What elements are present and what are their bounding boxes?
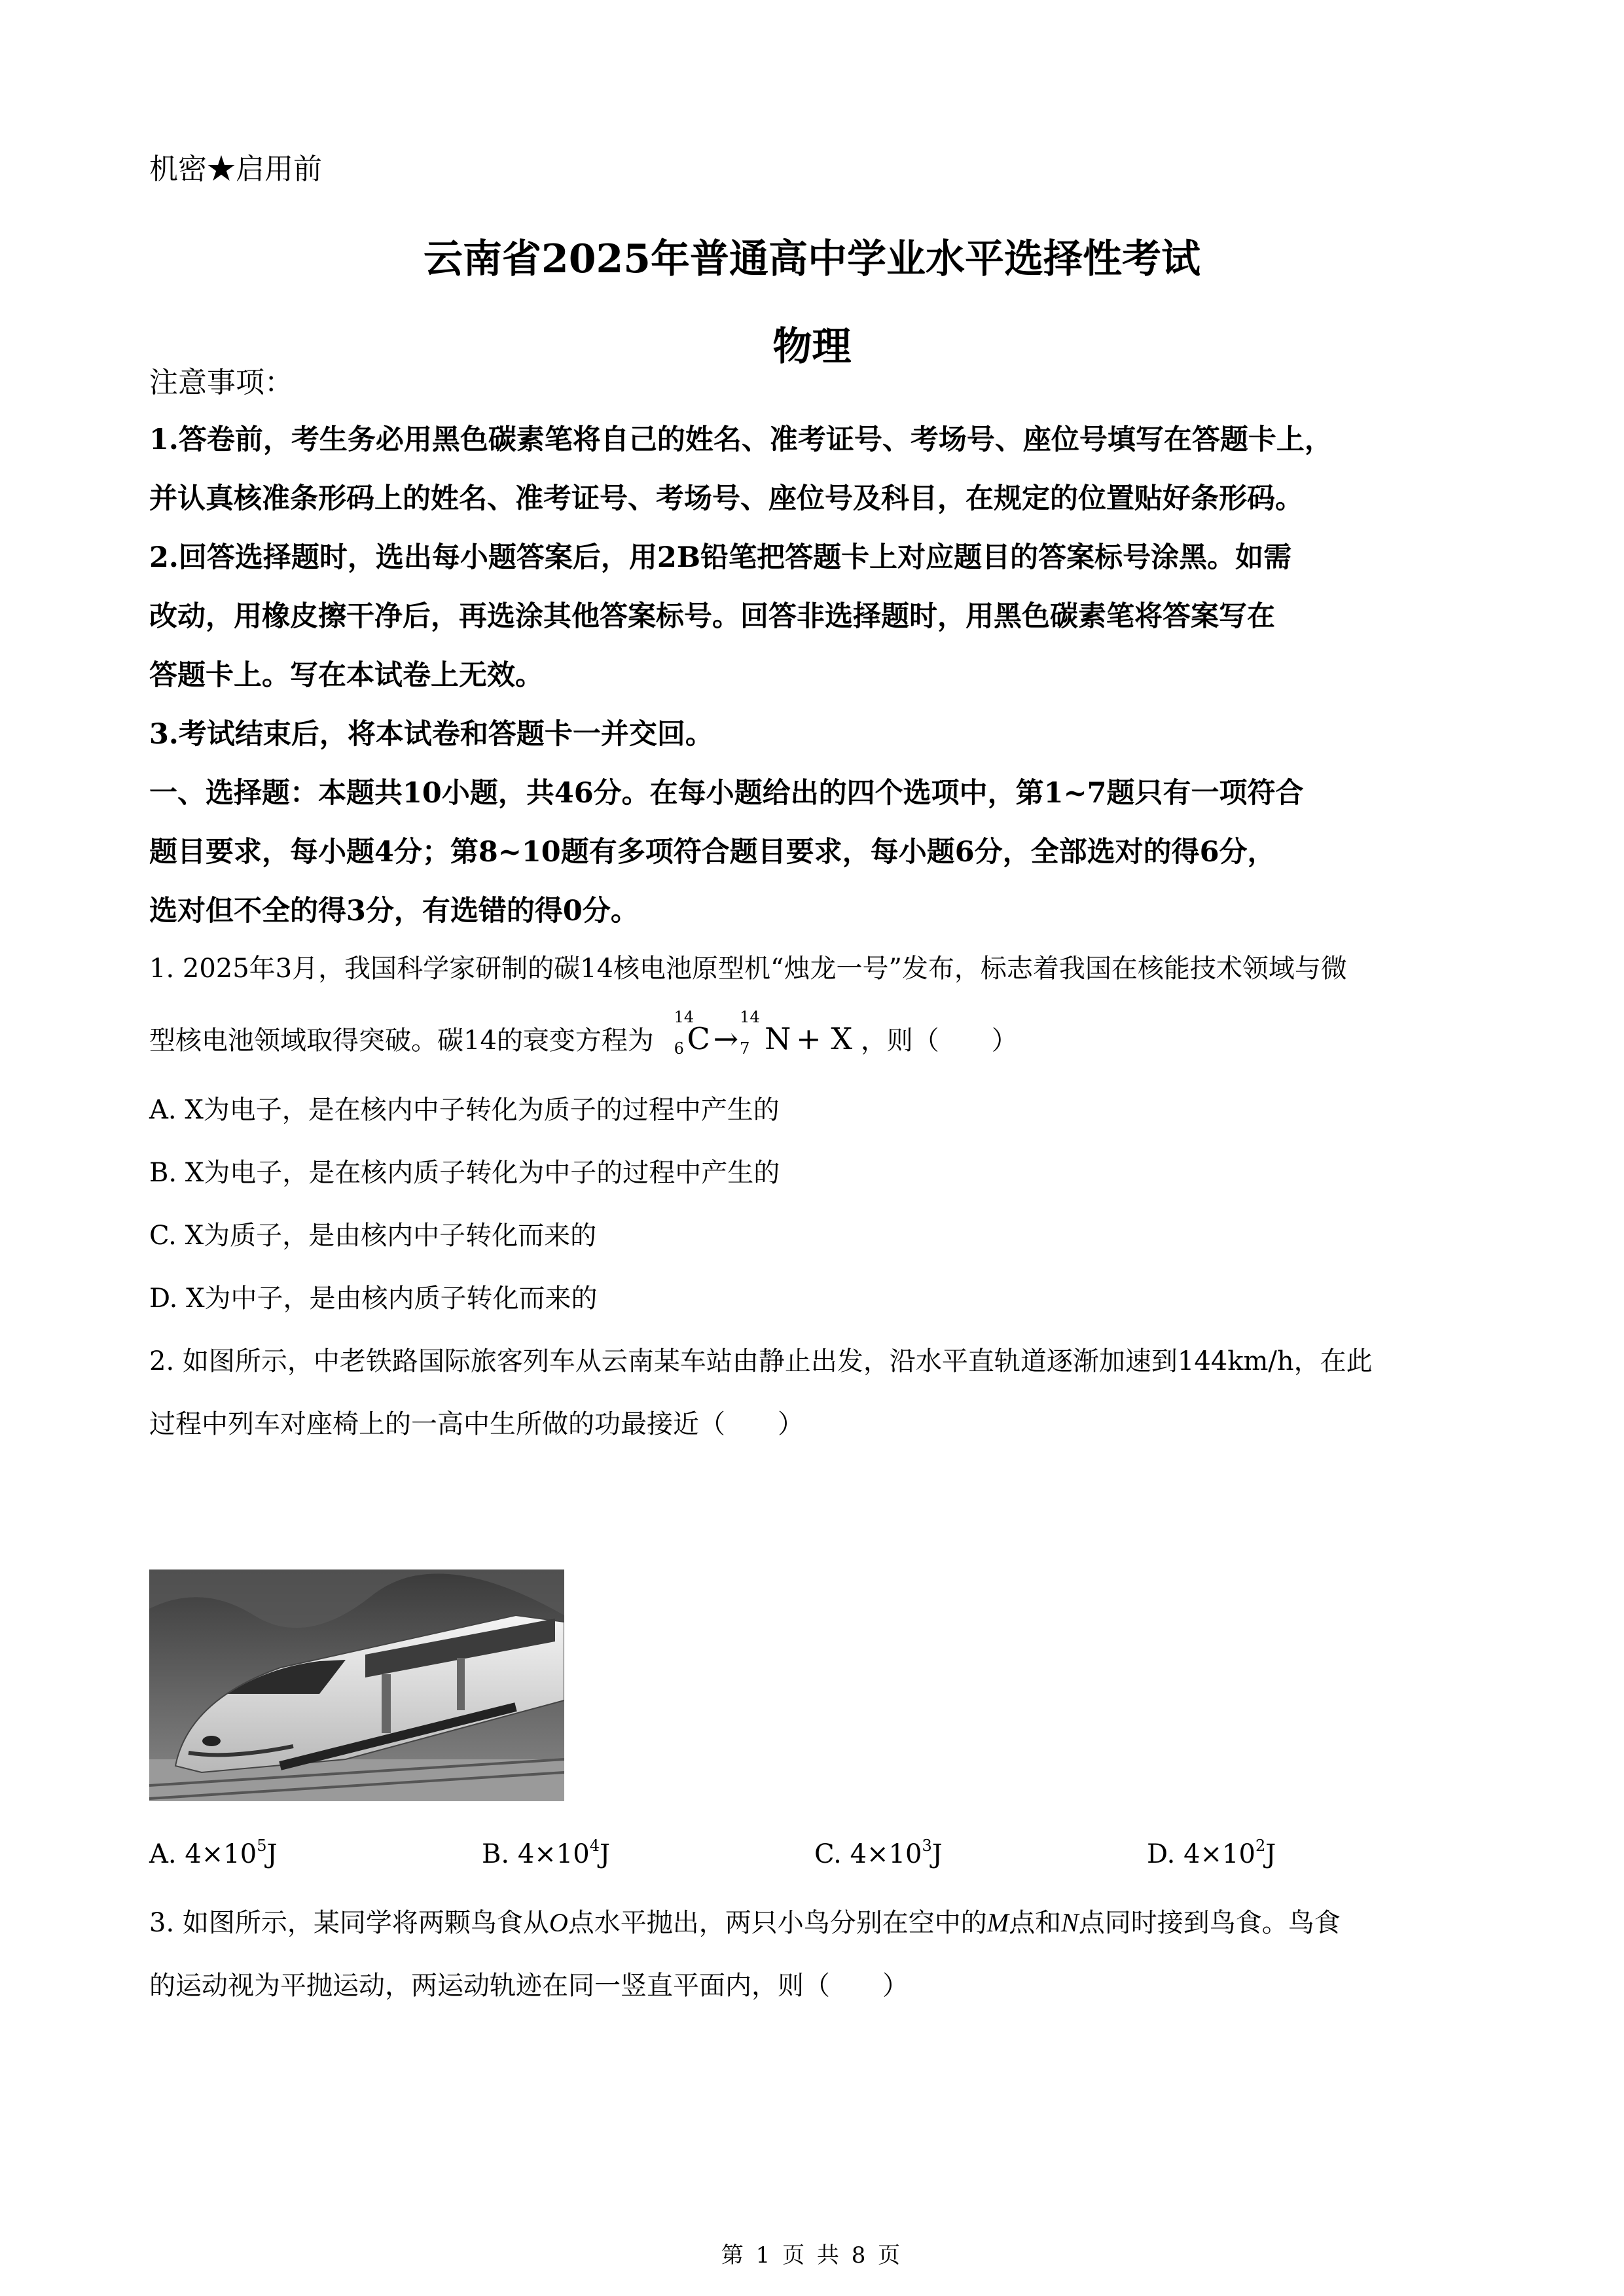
train-photo <box>149 1570 564 1801</box>
q2-option-d: D. $4\times 10^2J$ <box>1147 1837 1276 1869</box>
notes-line: 1.答卷前，考生务必用黑色碳素笔将自己的姓名、准考证号、考场号、座位号填写在答题卡上， <box>149 423 1333 456</box>
n-charge: 7 <box>740 1039 750 1058</box>
q3-stem-line2: 的运动视为平抛运动，两运动轨迹在同一竖直平面内，则（ ） <box>149 1971 909 2001</box>
decay-equation <box>662 1008 853 1058</box>
c-symbol: C <box>687 1021 710 1056</box>
notes-line: 并认真核准条形码上的姓名、准考证号、考场号、座位号及科目，在规定的位置贴好条形码。 <box>149 482 1303 515</box>
exam-title: 云南省2025年普通高中学业水平选择性考试 <box>424 236 1200 282</box>
q2-stem-line2: 过程中列车对座椅上的一高中生所做的功最接近（ ） <box>149 1409 804 1439</box>
q2-stem: 2. 如图所示，中老铁路国际旅客列车从云南某车站由静止出发，沿水平直轨道逐渐加速到144km/h，在此 <box>149 1346 1373 1376</box>
q1-stem-line2 <box>149 1008 1018 1058</box>
c-mass: 14 <box>674 1008 695 1026</box>
q1-stem-post: ，则（ ） <box>860 1026 1018 1056</box>
q1-option-b: B. X为电子，是在核内质子转化为中子的过程中产生的 <box>149 1158 780 1188</box>
plus-x: + X <box>796 1021 853 1056</box>
q1-option-c: C. X为质子，是由核内中子转化而来的 <box>149 1221 597 1251</box>
n-mass: 14 <box>740 1008 760 1026</box>
section-instructions: 选对但不全的得3分，有选错的得0分。 <box>149 895 639 927</box>
q2-option-b: B. $4\times 10^4J$ <box>482 1837 611 1869</box>
notes-line: 答题卡上。写在本试卷上无效。 <box>149 659 543 692</box>
c-charge: 6 <box>674 1039 684 1058</box>
notes-line: 2.回答选择题时，选出每小题答案后，用2B铅笔把答题卡上对应题目的答案标号涂黑。如需 <box>149 541 1292 574</box>
q2-option-c: C. $4\times 10^3J$ <box>814 1837 943 1869</box>
secret-mark: 机密★启用前 <box>149 152 322 186</box>
page-footer: 第 1 页 共 8 页 <box>721 2242 903 2269</box>
point-n: N <box>1061 1908 1079 1937</box>
notes-heading: 注意事项： <box>149 366 293 399</box>
arrow: → <box>713 1021 739 1056</box>
q1-stem-pre: 型核电池领域取得突破。碳14的衰变方程为 <box>149 1026 654 1056</box>
point-m: M <box>986 1908 1009 1937</box>
q3-stem: 3. 如图所示，某同学将两颗鸟食从O点水平抛出，两只小鸟分别在空中的M点和N点同时接到鸟食。鸟食 <box>149 1908 1341 1938</box>
q1-option-d: D. X为中子，是由核内质子转化而来的 <box>149 1283 598 1314</box>
q2-option-a: A. $4\times 10^5J$ <box>149 1837 278 1869</box>
subject-title: 物理 <box>772 324 852 370</box>
notes-line: 改动，用橡皮擦干净后，再选涂其他答案标号。回答非选择题时，用黑色碳素笔将答案写在 <box>149 600 1275 633</box>
n-symbol: N <box>765 1021 791 1056</box>
section-instructions: 一、选择题：本题共10小题，共46分。在每小题给出的四个选项中，第1~7题只有一项符合 <box>149 777 1304 810</box>
section-instructions: 题目要求，每小题4分；第8~10题有多项符合题目要求，每小题6分，全部选对的得6分， <box>149 836 1276 869</box>
point-o: O <box>549 1908 568 1937</box>
notes-line: 3.考试结束后，将本试卷和答题卡一并交回。 <box>149 718 713 751</box>
q1-option-a: A. X为电子，是在核内中子转化为质子的过程中产生的 <box>149 1095 780 1125</box>
q1-stem: 1. 2025年3月，我国科学家研制的碳14核电池原型机“烛龙一号”发布，标志着我国在核能技术领域与微 <box>149 954 1347 984</box>
